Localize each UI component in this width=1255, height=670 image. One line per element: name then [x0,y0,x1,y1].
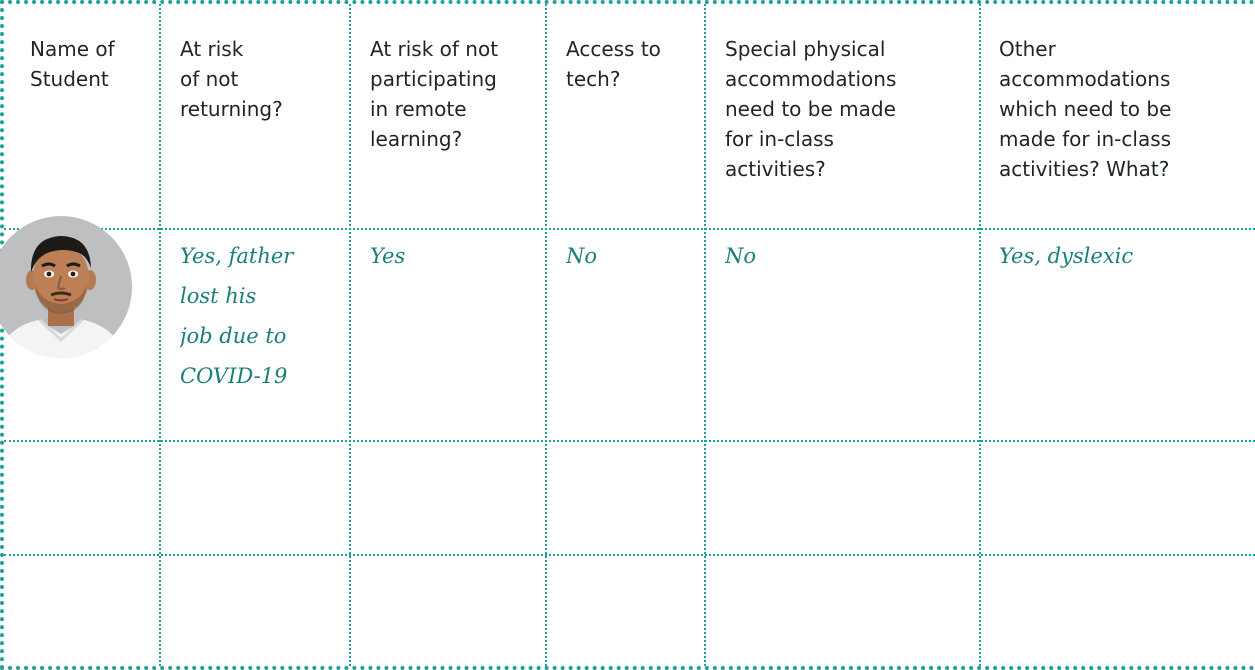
column-divider [545,4,547,666]
row-divider [4,228,1255,230]
header-at-risk-not-returning: At risk of not returning? [180,37,283,121]
cell-remote-learning: Yes [370,244,406,268]
column-divider [159,4,161,666]
row-divider [4,440,1255,442]
column-divider [349,4,351,666]
student-avatar [0,216,132,358]
cell-not-returning: Yes, father lost his job due to COVID-19 [180,244,294,388]
header-name-of-student: Name of Student [30,37,115,91]
header-access-to-tech: Access to tech? [566,37,661,91]
cell-other-accommodations: Yes, dyslexic [999,244,1134,268]
column-divider [979,4,981,666]
header-at-risk-remote-learning: At risk of not participating in remote learning? [370,37,499,151]
cell-physical-accommodations: No [725,244,757,268]
student-portrait-icon [0,216,132,358]
header-special-physical-accommodations: Special physical accommodations need to be made for in-class activities? [725,37,897,181]
cell-access-to-tech: No [566,244,598,268]
header-other-accommodations: Other accommodations which need to be made for in-class activities? What? [999,37,1172,181]
row-divider [4,554,1255,556]
column-divider [704,4,706,666]
